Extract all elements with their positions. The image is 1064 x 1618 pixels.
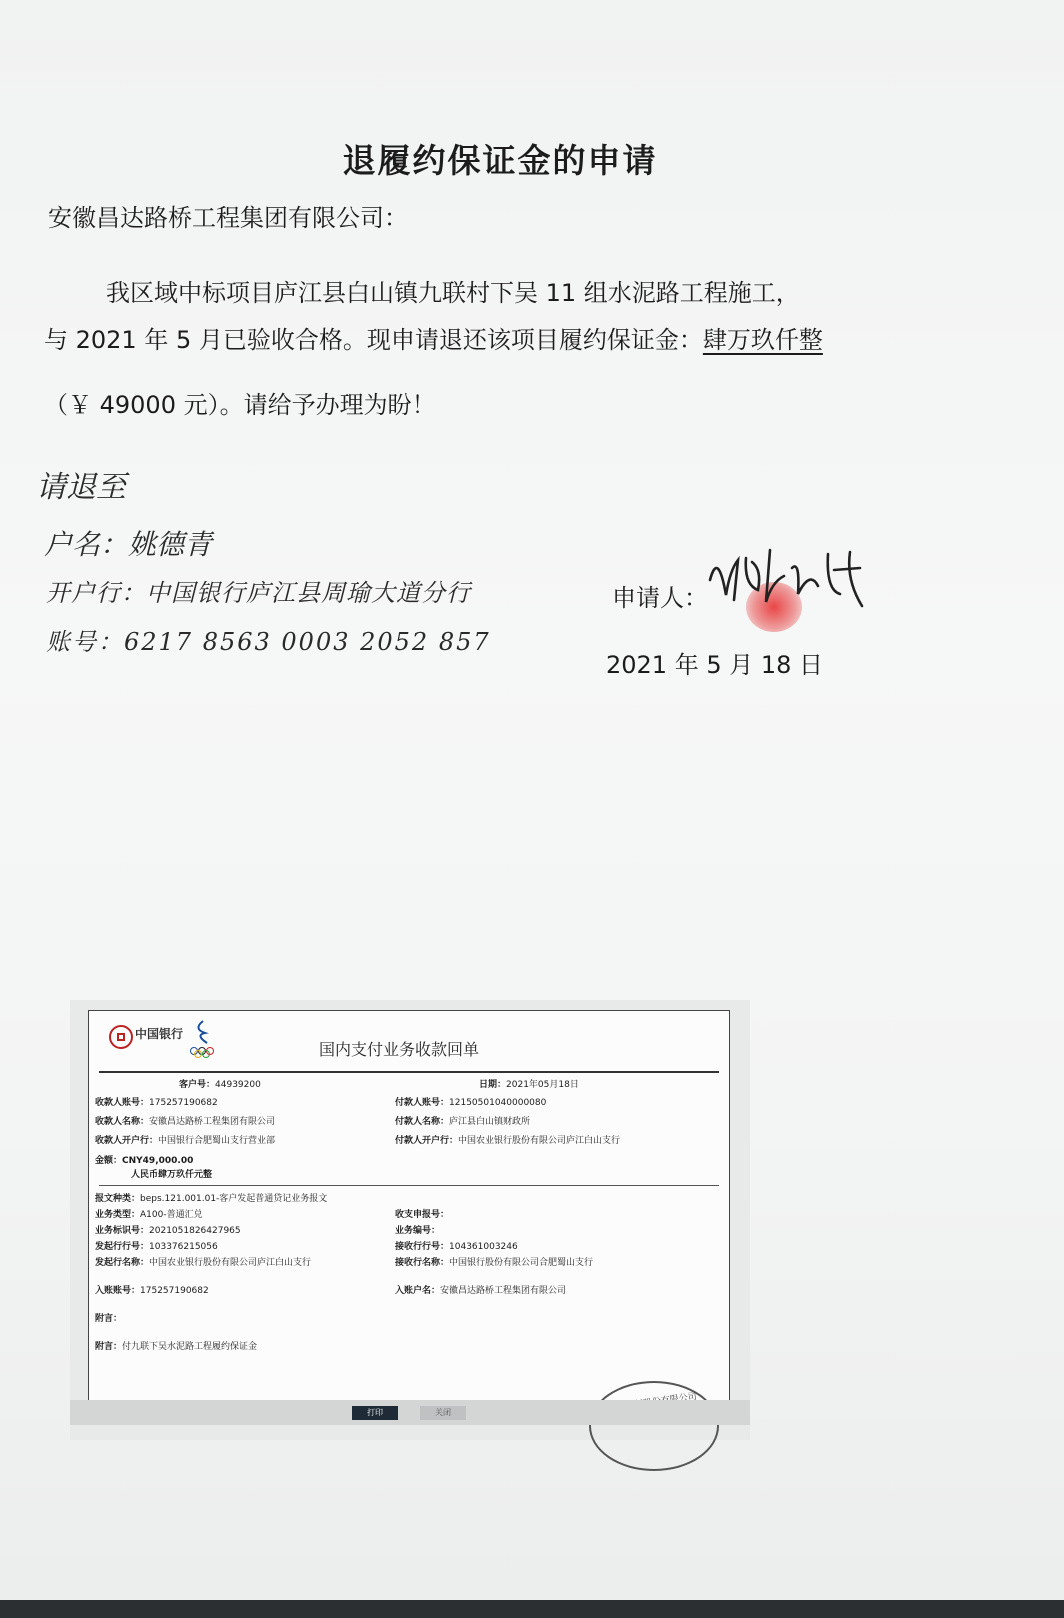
business-type: 业务类型：A100-普通汇兑 <box>95 1210 203 1220</box>
divider <box>99 1185 719 1186</box>
addressee: 安徽昌达路桥工程集团有限公司： <box>48 204 408 232</box>
amount: 金额：CNY49,000.00 <box>95 1156 194 1166</box>
receipt-date: 日期：2021年05月18日 <box>479 1080 579 1090</box>
in-account-name: 入账户名：安徽昌达路桥工程集团有限公司 <box>395 1286 567 1296</box>
payee-account: 收款人账号：175257190682 <box>95 1098 218 1108</box>
body-line-3: （￥ 49000 元）。请给予办理为盼！ <box>44 391 436 419</box>
postscript: 附言： <box>95 1314 123 1324</box>
remarks: 附言：付九联下吴水泥路工程履约保证金 <box>95 1342 258 1352</box>
divider <box>99 1071 719 1073</box>
background-surface <box>0 1600 1064 1618</box>
application-date: 2021 年 5 月 18 日 <box>606 651 824 679</box>
bank-receipt-printout <box>70 1000 750 1440</box>
sending-bank-name: 发起行名称：中国农业银行股份有限公司庐江白山支行 <box>95 1258 312 1268</box>
bank-receipt <box>88 1010 730 1411</box>
payer-name: 付款人名称：庐江县白山镇财政所 <box>395 1117 531 1127</box>
receiving-bank-no: 接收行行号：104361003246 <box>395 1242 518 1252</box>
close-button[interactable]: 关闭 <box>420 1406 466 1420</box>
olympic-emblem-icon <box>185 1019 223 1059</box>
payer-bank: 付款人开户行：中国农业银行股份有限公司庐江白山支行 <box>395 1136 621 1146</box>
bank-name: 中国银行 <box>135 1027 184 1041</box>
handwritten-signature <box>700 540 880 620</box>
payee-name: 收款人名称：安徽昌达路桥工程集团有限公司 <box>95 1117 276 1127</box>
message-type: 报文种类：beps.121.001.01-客户发起普通贷记业务报文 <box>95 1194 328 1204</box>
handwritten-note: 请退至 <box>36 470 126 505</box>
body-line-1: 我区域中标项目庐江县白山镇九联村下吴 11 组水泥路工程施工， <box>106 279 800 307</box>
applicant-label: 申请人： <box>612 584 708 612</box>
handwritten-account-name: 户名：姚德青 <box>44 528 213 561</box>
body-line-2 <box>44 320 823 355</box>
handwritten-account-number: 账号：6217 8563 0003 2052 857 <box>46 628 491 656</box>
receipt-title: 国内支付业务收款回单 <box>319 1040 480 1059</box>
business-no: 业务编号： <box>395 1226 441 1236</box>
page-title: 退履约保证金的申请 <box>342 141 658 180</box>
amount-in-words: 人民币肆万玖仟元整 <box>131 1170 213 1180</box>
sending-bank-no: 发起行行号：103376215056 <box>95 1242 218 1252</box>
receiving-bank-name: 接收行名称：中国银行股份有限公司合肥蜀山支行 <box>395 1258 594 1268</box>
print-button[interactable]: 打印 <box>352 1406 398 1420</box>
in-account: 入账账号：175257190682 <box>95 1286 209 1296</box>
amount-in-words: 肆万玖仟整 <box>702 326 823 354</box>
business-id: 业务标识号：2021051826427965 <box>95 1226 241 1236</box>
handwritten-bank: 开户行：中国银行庐江县周瑜大道分行 <box>46 579 471 607</box>
bank-seal <box>589 1381 719 1471</box>
payer-account: 付款人账号：12150501040000080 <box>395 1098 547 1108</box>
bank-of-china-logo-icon <box>109 1025 133 1049</box>
customer-no: 客户号：44939200 <box>179 1080 261 1090</box>
payee-bank: 收款人开户行：中国银行合肥蜀山支行营业部 <box>95 1136 276 1146</box>
body-line-2-text: 与 2021 年 5 月已验收合格。现申请退还该项目履约保证金： <box>44 326 703 354</box>
button-bar <box>70 1400 750 1425</box>
receipt-apply-no: 收支申报号： <box>395 1210 450 1220</box>
